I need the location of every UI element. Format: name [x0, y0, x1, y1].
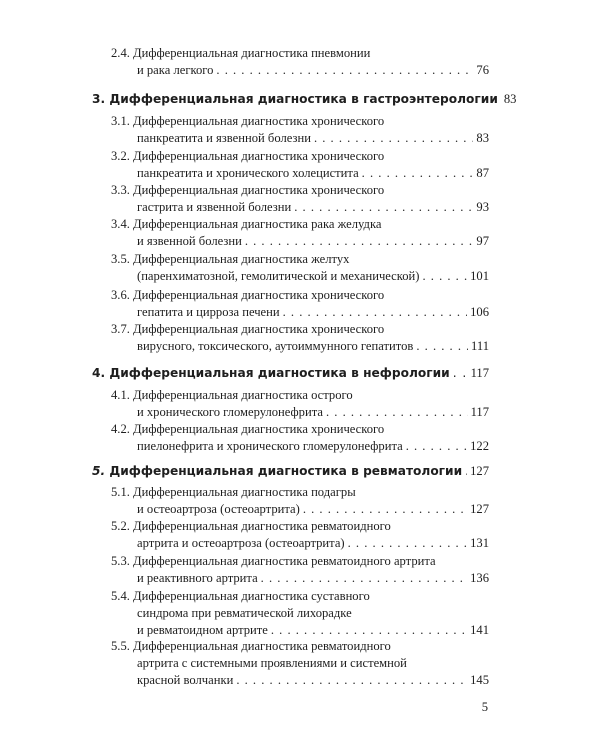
toc-entry-3-2	[111, 148, 489, 182]
page-ref: 76	[476, 63, 489, 77]
entry-number: 5.1.	[111, 485, 130, 499]
page-ref: 131	[470, 536, 489, 550]
section-number: 5.	[92, 464, 106, 478]
entry-title: Дифференциальная диагностика хронического	[133, 422, 385, 436]
dot-leader	[261, 570, 467, 587]
toc-entry-4-2	[111, 421, 489, 455]
dot-leader	[236, 672, 467, 689]
section-title: Дифференциальная диагностика в ревматологии	[109, 464, 463, 478]
page-number: 5	[481, 700, 488, 714]
entry-title: (паренхиматозной, гемолитической и механической)	[137, 269, 420, 283]
dot-leader	[362, 165, 474, 182]
page-ref: 127	[470, 464, 489, 478]
entry-title: синдрома при ревматической лихорадке	[137, 606, 352, 620]
entry-title: Дифференциальная диагностика хронического	[133, 288, 385, 302]
page-ref: 145	[470, 673, 489, 687]
dot-leader	[303, 501, 467, 518]
dot-leader	[326, 404, 468, 421]
dot-leader	[294, 199, 473, 216]
page-ref: 93	[476, 200, 489, 214]
section-title: Дифференциальная диагностика в нефрологии	[109, 366, 450, 380]
page-ref: 117	[470, 366, 489, 380]
entry-title: Дифференциальная диагностика ревматоидного	[133, 639, 391, 653]
entry-title: Дифференциальная диагностика пневмонии	[133, 46, 371, 60]
entry-title: Дифференциальная диагностика острого	[133, 388, 353, 402]
dot-leader	[422, 268, 467, 285]
dot-leader	[453, 365, 468, 382]
entry-title: Дифференциальная диагностика хронического	[133, 149, 385, 163]
toc-entry-3-3	[111, 182, 489, 216]
toc-entry-3-5	[111, 251, 489, 285]
entry-number: 3.6.	[111, 288, 130, 302]
toc-section-3	[92, 91, 517, 108]
entry-title: и хронического гломерулонефрита	[137, 405, 323, 419]
toc-entry-5-3	[111, 553, 489, 587]
entry-number: 3.2.	[111, 149, 130, 163]
toc-entry-5-2	[111, 518, 489, 552]
entry-number: 4.2.	[111, 422, 130, 436]
toc-entry-3-6	[111, 287, 489, 321]
entry-title: Дифференциальная диагностика хронического	[133, 114, 385, 128]
entry-number: 3.3.	[111, 183, 130, 197]
page-ref: 127	[470, 502, 489, 516]
entry-title: Дифференциальная диагностика ревматоидного артрита	[133, 554, 436, 568]
page-ref: 111	[471, 339, 489, 353]
entry-number: 3.5.	[111, 252, 130, 266]
entry-title: Дифференциальная диагностика желтух	[133, 252, 350, 266]
entry-number: 2.4.	[111, 46, 130, 60]
toc-entry-3-1	[111, 113, 489, 147]
entry-number: 5.2.	[111, 519, 130, 533]
page-ref: 106	[470, 305, 489, 319]
dot-leader	[465, 463, 467, 480]
entry-title: панкреатита и хронического холецистита	[137, 166, 359, 180]
entry-title: красной волчанки	[137, 673, 234, 687]
entry-number: 3.1.	[111, 114, 130, 128]
page-ref: 87	[476, 166, 489, 180]
toc-entry-5-4	[111, 588, 489, 639]
dot-leader	[406, 438, 467, 455]
entry-title: артрита с системными проявлениями и системной	[137, 656, 407, 670]
section-title: Дифференциальная диагностика в гастроэнтерологии	[109, 92, 498, 106]
entry-title: панкреатита и язвенной болезни	[137, 131, 311, 145]
toc-section-4	[92, 365, 489, 382]
toc-entry-4-1	[111, 387, 489, 421]
page-ref: 122	[470, 439, 489, 453]
page-ref: 117	[470, 405, 489, 419]
section-number: 3.	[92, 92, 106, 106]
entry-title: вирусного, токсического, аутоиммунного гепатитов	[137, 339, 414, 353]
dot-leader	[348, 535, 467, 552]
entry-title: гепатита и цирроза печени	[137, 305, 280, 319]
page-ref: 83	[476, 131, 489, 145]
page-ref: 97	[476, 234, 489, 248]
entry-title: артрита и остеоартроза (остеоартрита)	[137, 536, 345, 550]
toc-entry-5-5	[111, 638, 489, 689]
dot-leader	[271, 622, 467, 639]
entry-title: и реактивного артрита	[137, 571, 258, 585]
section-number: 4.	[92, 366, 106, 380]
toc-entry-2-4	[111, 45, 489, 79]
page-ref: 141	[470, 623, 489, 637]
entry-title: Дифференциальная диагностика ревматоидного	[133, 519, 391, 533]
entry-number: 5.3.	[111, 554, 130, 568]
toc-section-5	[92, 463, 489, 480]
toc-entry-3-7	[111, 321, 489, 355]
entry-title: и рака легкого	[137, 63, 214, 77]
entry-number: 4.1.	[111, 388, 130, 402]
entry-number: 3.4.	[111, 217, 130, 231]
entry-title: гастрита и язвенной болезни	[137, 200, 292, 214]
dot-leader	[416, 338, 468, 355]
entry-title: пиелонефрита и хронического гломерулонефрита	[137, 439, 403, 453]
entry-title: Дифференциальная диагностика хронического	[133, 322, 385, 336]
dot-leader	[216, 62, 473, 79]
toc-entry-3-4	[111, 216, 489, 250]
toc-entry-5-1	[111, 484, 489, 518]
entry-title: и язвенной болезни	[137, 234, 242, 248]
dot-leader	[283, 304, 467, 321]
page-ref: 83	[503, 92, 517, 106]
page-ref: 101	[470, 269, 489, 283]
entry-number: 5.5.	[111, 639, 130, 653]
entry-title: Дифференциальная диагностика хронического	[133, 183, 385, 197]
dot-leader	[245, 233, 474, 250]
entry-title: и ревматоидном артрите	[137, 623, 268, 637]
entry-number: 3.7.	[111, 322, 130, 336]
dot-leader	[314, 130, 473, 147]
entry-title: Дифференциальная диагностика суставного	[133, 589, 370, 603]
entry-number: 5.4.	[111, 589, 130, 603]
page-ref: 136	[470, 571, 489, 585]
entry-title: Дифференциальная диагностика подагры	[133, 485, 356, 499]
entry-title: Дифференциальная диагностика рака желудка	[133, 217, 382, 231]
entry-title: и остеоартроза (остеоартрита)	[137, 502, 300, 516]
